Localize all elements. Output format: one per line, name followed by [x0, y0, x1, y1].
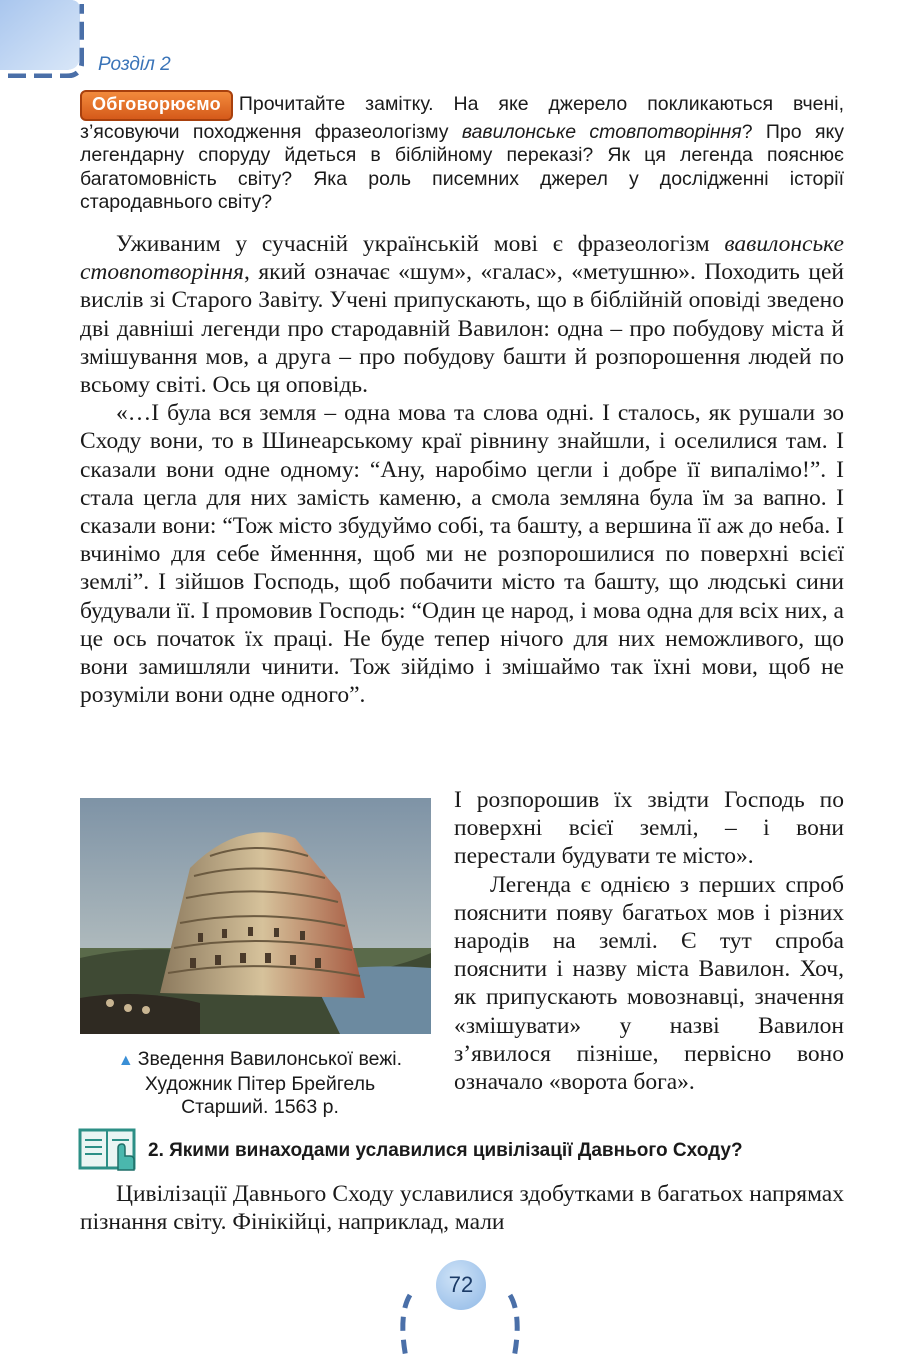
caption-line-1 — [80, 1048, 440, 1073]
reading-book-icon — [78, 1126, 138, 1172]
discussion-block — [80, 90, 844, 215]
discuss-badge: Обговорюємо — [80, 90, 233, 121]
figure-caption — [80, 1048, 440, 1120]
paragraph-1 — [80, 230, 844, 399]
paragraph-1-italic: вавилонське стовпотворіння — [80, 231, 844, 286]
triangle-marker-icon: ▲ — [117, 1052, 134, 1069]
question-heading: 2. Якими винаходами уславилися цивілізації Давнього Сходу? — [148, 1140, 743, 1161]
paragraph-1-start: Уживаним у сучасній українській мові є фразеологізм — [116, 231, 725, 257]
paragraph-2: «…І була вся земля – одна мова та слова одні. І сталось, як рушали зо Сходу вони, то в Шинеарському краї рівнину знайшли, і оселилися там. І сказали вони одне одному: “Ану, наробімо цегли і добре її випалімо!”. І стала цегла для них замість каменю, а смола земляна була їм за вапно. І сказали вони: “Тож місто збудуймо собі, та башту, а вершина її аж до неба. І вчинімо для себе йменння, щоб ми не розпорошилися по поверхні всієї землі”. І зійшов Господь, щоб побачити місто та башту, що людські сини будували її. І промовив Господь: “Один це народ, і мова одна для всіх них, а це ось початок їх праці. Не буде тепер нічого для них неможливого, що вони замишляли чинити. Тож зійдімо і змішаймо так їхні мови, щоб не розуміли вони одне одного”. — [80, 400, 844, 709]
discuss-text-1: Прочитайте замітку. На яке джерело покликаються вчені, з’ясовуючи походження фразеологізму — [80, 93, 844, 143]
main-text — [80, 230, 844, 709]
discuss-text-italic: вавилонське стовпотворіння — [461, 120, 742, 143]
caption-line-1-text: Зведення Вавилонської вежі. — [137, 1048, 403, 1070]
paragraph-3: Легенда є однією з перших спроб пояснити появу багатьох мов і різних народів на землі. Є тут спроба пояснити і назву міста Вавилон. Хоч, як припускають мовознавці, значення «змішувати» у назві Вавилон з’явилося пізніше, первісно воно означало «ворота бога». — [454, 871, 844, 1096]
paragraph-2-continued: І розпорошив їх звідти Господь по поверхні всієї землі, – і вони перестали будувати те місто». — [454, 787, 844, 870]
corner-decoration — [0, 0, 84, 78]
paragraph-1-end: , який означає «шум», «галас», «метушню». Походить цей вислів зі Старого Завіту. Учені припускають, що в біблійній оповіді зведено дві давніші легенди про стародавній Вавилон: одна – про побудову міста й змішування мов, а друга – про побудову башти й розпорошення людей по всьому світі. Ось ця оповідь. — [80, 259, 844, 399]
right-column-text — [454, 786, 844, 1096]
caption-line-2: Художник Пітер Брейгель — [144, 1072, 376, 1095]
bottom-text — [80, 1180, 844, 1236]
discuss-text-2: ? Про яку легендарну споруду йдеться в біблійному переказі? Як ця легенда пояснює багатомовність світу? Яка роль писемних джерел у дослідженні історії стародавнього світу? — [80, 120, 845, 213]
section-label: Розділ 2 — [98, 54, 171, 75]
tower-of-babel-painting — [80, 798, 431, 1034]
caption-line-3: Старший. 1563 р. — [181, 1096, 339, 1118]
page-number: 72 — [436, 1260, 486, 1310]
paragraph-4: Цивілізації Давнього Сходу уславилися здобутками в багатьох напрямах пізнання світу. Фінікійці, наприклад, мали — [80, 1181, 844, 1236]
